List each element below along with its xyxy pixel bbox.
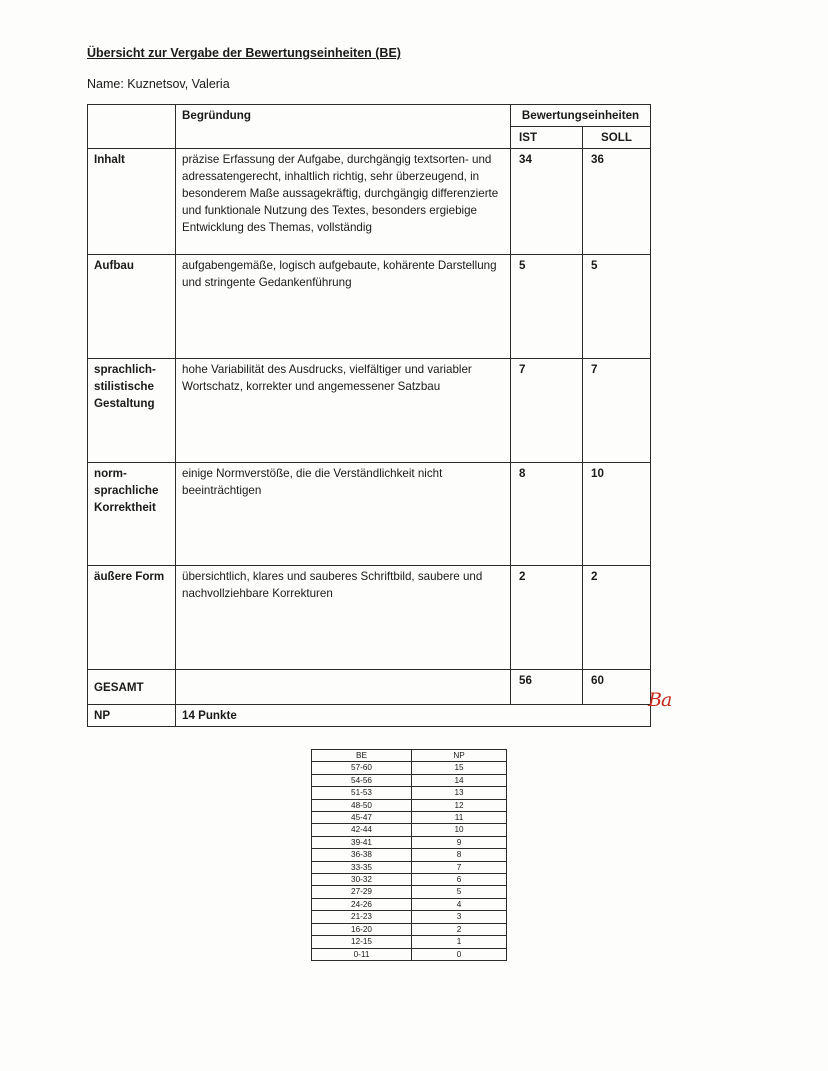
table-row [312,762,507,774]
np-points: 0 [412,948,507,960]
reason-text: hohe Variabilität des Ausdrucks, vielfältiger und variabler Wortschatz, korrekter und angemessener Satzbau [176,359,511,463]
table-row [312,948,507,960]
np-points: 7 [412,861,507,873]
table-row [312,898,507,910]
be-range: 51-53 [312,787,412,799]
be-range: 45-47 [312,812,412,824]
soll-value: 5 [583,255,651,359]
reason-text: aufgabengemäße, logisch aufgebaute, kohärente Darstellung und stringente Gedankenführung [176,255,511,359]
np-points: 6 [412,874,507,886]
criterion-label: Aufbau [88,255,176,359]
grading-table [87,104,651,727]
table-row [312,787,507,799]
table-row [88,566,651,670]
np-points: 4 [412,898,507,910]
criterion-label: Inhalt [88,149,176,255]
criterion-label: sprachlich-stilistische Gestaltung [88,359,176,463]
table-row [312,886,507,898]
empty-header-cell [88,105,176,149]
be-range: 30-32 [312,874,412,886]
np-points: 12 [412,799,507,811]
soll-value: 7 [583,359,651,463]
header-ist: IST [511,127,583,149]
np-points: 11 [412,812,507,824]
document-title: Übersicht zur Vergabe der Bewertungseinheiten (BE) [87,46,401,60]
np-points: 9 [412,836,507,848]
table-row [312,799,507,811]
conversion-header [312,750,507,762]
conversion-table [311,749,507,961]
criterion-label: äußere Form [88,566,176,670]
np-points: 14 [412,774,507,786]
total-label: GESAMT [88,670,176,705]
reason-text: präzise Erfassung der Aufgabe, durchgängig textsorten- und adressatengerecht, inhaltlich richtig, sehr überzeugend, in besonderem Maße aussagekräftig, durchgängig differenzierte und funktionale Nutzung des Textes, besonders ergiebige Entwicklung des Themas, vollständig [176,149,511,255]
np-label: NP [88,705,176,727]
be-range: 0-11 [312,948,412,960]
table-row [88,255,651,359]
ist-value: 8 [511,463,583,566]
table-row [312,861,507,873]
header-soll: SOLL [583,127,651,149]
student-name: Name: Kuznetsov, Valeria [87,77,230,91]
ist-value: 5 [511,255,583,359]
be-range: 39-41 [312,836,412,848]
total-soll: 60 [583,670,651,705]
be-range: 12-15 [312,936,412,948]
table-row [312,836,507,848]
np-points: 1 [412,936,507,948]
soll-value: 2 [583,566,651,670]
table-row [88,359,651,463]
np-points: 8 [412,849,507,861]
criterion-label: norm-sprachliche Korrektheit [88,463,176,566]
table-row [312,849,507,861]
be-range: 21-23 [312,911,412,923]
conversion-header-np: NP [412,750,507,762]
header-reason: Begründung [176,105,511,149]
be-range: 24-26 [312,898,412,910]
table-row [312,874,507,886]
table-row [88,149,651,255]
conversion-header-be: BE [312,750,412,762]
total-ist: 56 [511,670,583,705]
table-row [312,923,507,935]
be-range: 54-56 [312,774,412,786]
be-range: 36-38 [312,849,412,861]
np-points: 10 [412,824,507,836]
table-row [312,812,507,824]
table-row [312,824,507,836]
header-row-1 [88,105,651,127]
table-row [312,911,507,923]
be-range: 16-20 [312,923,412,935]
table-row [312,774,507,786]
be-range: 27-29 [312,886,412,898]
total-row [88,670,651,705]
np-points: 15 [412,762,507,774]
handwritten-initials: Ba [648,689,672,711]
table-row [88,463,651,566]
reason-text: übersichtlich, klares und sauberes Schriftbild, saubere und nachvollziehbare Korrekturen [176,566,511,670]
np-points: 3 [412,911,507,923]
np-value: 14 Punkte [176,705,651,727]
table-row [312,936,507,948]
be-range: 57-60 [312,762,412,774]
ist-value: 7 [511,359,583,463]
be-range: 48-50 [312,799,412,811]
be-range: 42-44 [312,824,412,836]
header-units: Bewertungseinheiten [511,105,651,127]
ist-value: 34 [511,149,583,255]
soll-value: 36 [583,149,651,255]
be-range: 33-35 [312,861,412,873]
np-points: 13 [412,787,507,799]
np-points: 2 [412,923,507,935]
np-points: 5 [412,886,507,898]
soll-value: 10 [583,463,651,566]
np-row [88,705,651,727]
ist-value: 2 [511,566,583,670]
reason-text: einige Normverstöße, die die Verständlichkeit nicht beeinträchtigen [176,463,511,566]
total-reason-empty [176,670,511,705]
